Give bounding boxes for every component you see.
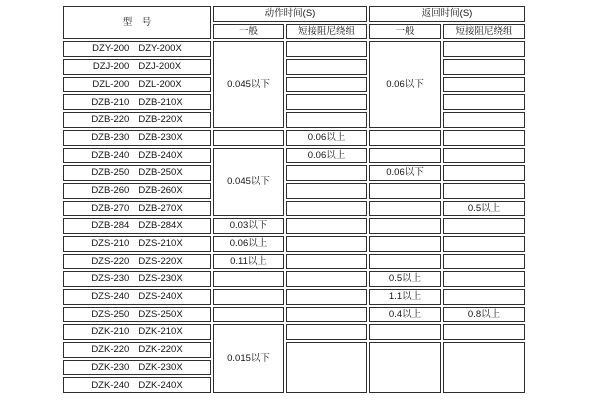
model-b: DZY-200X <box>138 43 182 55</box>
return-general-cell <box>369 130 441 146</box>
table-row <box>63 77 525 93</box>
return-damped-cell <box>443 218 525 234</box>
return-general-cell <box>369 324 441 340</box>
action-general-cell <box>213 130 284 146</box>
model-cell <box>63 77 211 93</box>
return-damped-cell <box>443 148 525 164</box>
return-damped-cell <box>443 254 525 270</box>
action-general-cell: 0.11以上 <box>213 254 284 270</box>
model-cell <box>63 112 211 128</box>
table-row <box>63 307 525 323</box>
model-b: DZK-220X <box>138 344 183 356</box>
model-cell <box>63 254 211 270</box>
table-row <box>63 130 525 146</box>
action-damped-cell <box>286 271 367 287</box>
action-general-cell <box>213 271 284 287</box>
table-row <box>63 342 525 358</box>
return-damped-cell <box>443 183 525 199</box>
return-general-cell: 0.4以上 <box>369 307 441 323</box>
model-a: DZB-240 <box>91 149 130 161</box>
action-damped-cell <box>286 218 367 234</box>
model-cell <box>63 130 211 146</box>
model-cell <box>63 342 211 358</box>
return-general-cell: 0.06以下 <box>369 41 441 127</box>
action-damped-cell <box>286 201 367 217</box>
header-action-damped: 短接阻尼绕组 <box>286 24 367 40</box>
action-damped-cell: 0.06以上 <box>286 130 367 146</box>
model-cell <box>63 165 211 181</box>
model-cell <box>63 271 211 287</box>
return-damped-cell: 0.5以上 <box>443 201 525 217</box>
action-damped-cell <box>286 307 367 323</box>
action-damped-cell <box>286 236 367 252</box>
header-return-damped: 短接阻尼绕组 <box>443 24 525 40</box>
model-cell <box>63 377 211 393</box>
action-damped-cell <box>286 254 367 270</box>
model-b: DZS-230X <box>138 273 183 285</box>
model-a: DZJ-200 <box>92 61 130 73</box>
action-damped-cell <box>286 324 367 340</box>
table-row <box>63 183 525 199</box>
model-cell <box>63 236 211 252</box>
return-damped-cell <box>443 271 525 287</box>
return-general-cell <box>369 236 441 252</box>
action-damped-cell <box>286 165 367 181</box>
action-damped-cell <box>286 112 367 128</box>
model-b: DZK-210X <box>138 326 183 338</box>
table-row <box>63 324 525 340</box>
return-general-cell <box>369 201 441 217</box>
model-a: DZY-200 <box>92 43 130 55</box>
table-row <box>63 289 525 305</box>
return-damped-cell <box>443 289 525 305</box>
model-a: DZK-210 <box>91 326 130 338</box>
action-damped-cell <box>286 342 367 393</box>
return-damped-cell <box>443 342 525 393</box>
model-b: DZS-250X <box>138 308 183 320</box>
model-a: DZB-210 <box>91 96 130 108</box>
model-b: DZB-210X <box>138 96 183 108</box>
action-general-cell: 0.03以下 <box>213 218 284 234</box>
model-a: DZB-250 <box>91 167 130 179</box>
return-damped-cell: 0.8以上 <box>443 307 525 323</box>
model-b: DZS-240X <box>138 291 183 303</box>
model-b: DZS-220X <box>138 255 183 267</box>
action-general-cell: 0.045以下 <box>213 148 284 217</box>
action-damped-cell: 0.06以上 <box>286 148 367 164</box>
relay-spec-table <box>61 4 527 395</box>
table-row <box>63 271 525 287</box>
model-cell <box>63 201 211 217</box>
model-a: DZB-284 <box>91 220 130 232</box>
return-general-cell: 1.1以上 <box>369 289 441 305</box>
model-a: DZS-240 <box>91 291 130 303</box>
return-damped-cell <box>443 59 525 75</box>
model-cell <box>63 360 211 376</box>
return-general-cell <box>369 218 441 234</box>
return-general-cell <box>369 148 441 164</box>
return-damped-cell <box>443 236 525 252</box>
table-row <box>63 201 525 217</box>
model-a: DZS-250 <box>91 308 130 320</box>
table-row <box>63 112 525 128</box>
model-cell <box>63 183 211 199</box>
return-general-cell <box>369 342 441 393</box>
model-a: DZS-210 <box>91 238 130 250</box>
model-cell <box>63 289 211 305</box>
model-b: DZB-230X <box>138 131 183 143</box>
model-b: DZK-240X <box>138 379 183 391</box>
model-a: DZS-220 <box>91 255 130 267</box>
model-b: DZB-270X <box>138 202 183 214</box>
model-a: DZK-220 <box>91 344 130 356</box>
table-row <box>63 218 525 234</box>
return-damped-cell <box>443 77 525 93</box>
action-damped-cell <box>286 41 367 57</box>
action-damped-cell <box>286 183 367 199</box>
model-cell <box>63 148 211 164</box>
model-b: DZK-230X <box>138 361 183 373</box>
header-return-general: 一般 <box>369 24 441 40</box>
action-damped-cell <box>286 77 367 93</box>
header-row-1 <box>63 6 525 22</box>
model-b: DZB-240X <box>138 149 183 161</box>
return-general-cell <box>369 254 441 270</box>
header-return-time: 返回时间(S) <box>369 6 525 22</box>
header-action-general: 一般 <box>213 24 284 40</box>
table-row <box>63 41 525 57</box>
action-general-cell: 0.045以下 <box>213 41 284 127</box>
model-a: DZL-200 <box>92 78 130 90</box>
action-damped-cell <box>286 59 367 75</box>
return-general-cell: 0.06以下 <box>369 165 441 181</box>
model-b: DZL-200X <box>138 78 182 90</box>
table-row <box>63 59 525 75</box>
model-b: DZB-260X <box>138 184 183 196</box>
table-row <box>63 165 525 181</box>
return-damped-cell <box>443 112 525 128</box>
model-cell <box>63 59 211 75</box>
return-general-cell: 0.5以上 <box>369 271 441 287</box>
model-a: DZS-230 <box>91 273 130 285</box>
action-damped-cell <box>286 94 367 110</box>
model-a: DZK-240 <box>91 379 130 391</box>
model-a: DZB-220 <box>91 114 130 126</box>
action-general-cell <box>213 289 284 305</box>
return-damped-cell <box>443 130 525 146</box>
table-row <box>63 148 525 164</box>
model-a: DZB-270 <box>91 202 130 214</box>
table-row <box>63 236 525 252</box>
return-damped-cell <box>443 94 525 110</box>
return-general-cell <box>369 183 441 199</box>
table-row <box>63 254 525 270</box>
action-general-cell <box>213 307 284 323</box>
return-damped-cell <box>443 165 525 181</box>
model-cell <box>63 324 211 340</box>
model-a: DZK-230 <box>91 361 130 373</box>
model-cell <box>63 94 211 110</box>
action-damped-cell <box>286 289 367 305</box>
header-action-time: 动作时间(S) <box>213 6 367 22</box>
model-b: DZS-210X <box>138 238 183 250</box>
action-general-cell: 0.06以上 <box>213 236 284 252</box>
model-cell <box>63 41 211 57</box>
model-b: DZJ-200X <box>138 61 182 73</box>
model-a: DZB-260 <box>91 184 130 196</box>
model-a: DZB-230 <box>91 131 130 143</box>
header-model: 型 号 <box>63 6 211 39</box>
action-general-cell: 0.015以下 <box>213 324 284 393</box>
model-b: DZB-220X <box>138 114 183 126</box>
model-b: DZB-250X <box>138 167 183 179</box>
table-row <box>63 94 525 110</box>
return-damped-cell <box>443 41 525 57</box>
model-b: DZB-284X <box>138 220 183 232</box>
model-cell <box>63 218 211 234</box>
return-damped-cell <box>443 324 525 340</box>
model-cell <box>63 307 211 323</box>
